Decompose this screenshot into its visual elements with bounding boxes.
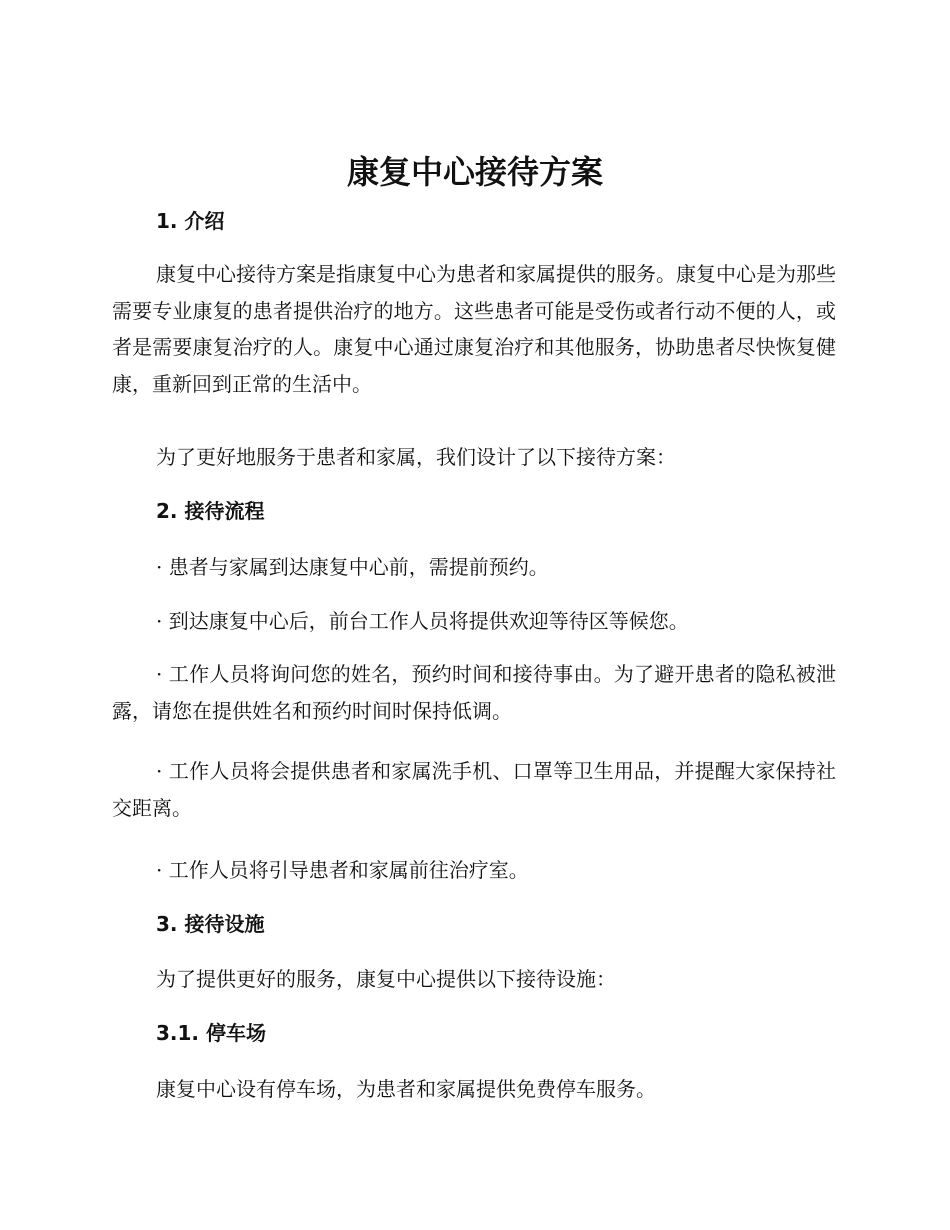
intro-paragraph-1: 康复中心接待方案是指康复中心为患者和家属提供的服务。康复中心是为那些需要专业康复的患者提供治疗的地方。这些患者可能是受伤或者行动不便的人，或者是需要康复治疗的人。康复中心通过康复治疗和其他服务，协助患者尽快恢复健康，重新回到正常的生活中。 xyxy=(112,262,836,396)
list-item: · 工作人员将引导患者和家属前往治疗室。 xyxy=(156,858,529,882)
page-title: 康复中心接待方案 xyxy=(346,153,603,191)
intro-paragraph-2: 为了更好地服务于患者和家属，我们设计了以下接待方案： xyxy=(156,445,676,469)
section-heading-process: 2. 接待流程 xyxy=(156,499,265,523)
subsection-heading-parking: 3.1. 停车场 xyxy=(156,1021,266,1045)
list-item: · 工作人员将询问您的姓名，预约时间和接待事由。为了避开患者的隐私被泄露，请您在提供姓名和预约时间时保持低调。 xyxy=(112,662,836,723)
list-item: · 到达康复中心后，前台工作人员将提供欢迎等待区等候您。 xyxy=(156,609,689,633)
section-heading-intro: 1. 介绍 xyxy=(156,209,225,233)
section-heading-facilities: 3. 接待设施 xyxy=(156,912,265,936)
facilities-intro: 为了提供更好的服务，康复中心提供以下接待设施： xyxy=(156,967,616,991)
list-item: · 患者与家属到达康复中心前，需提前预约。 xyxy=(156,555,549,579)
list-item: · 工作人员将会提供患者和家属洗手机、口罩等卫生用品，并提醒大家保持社交距离。 xyxy=(112,759,836,820)
parking-text: 康复中心设有停车场，为患者和家属提供免费停车服务。 xyxy=(156,1077,656,1101)
